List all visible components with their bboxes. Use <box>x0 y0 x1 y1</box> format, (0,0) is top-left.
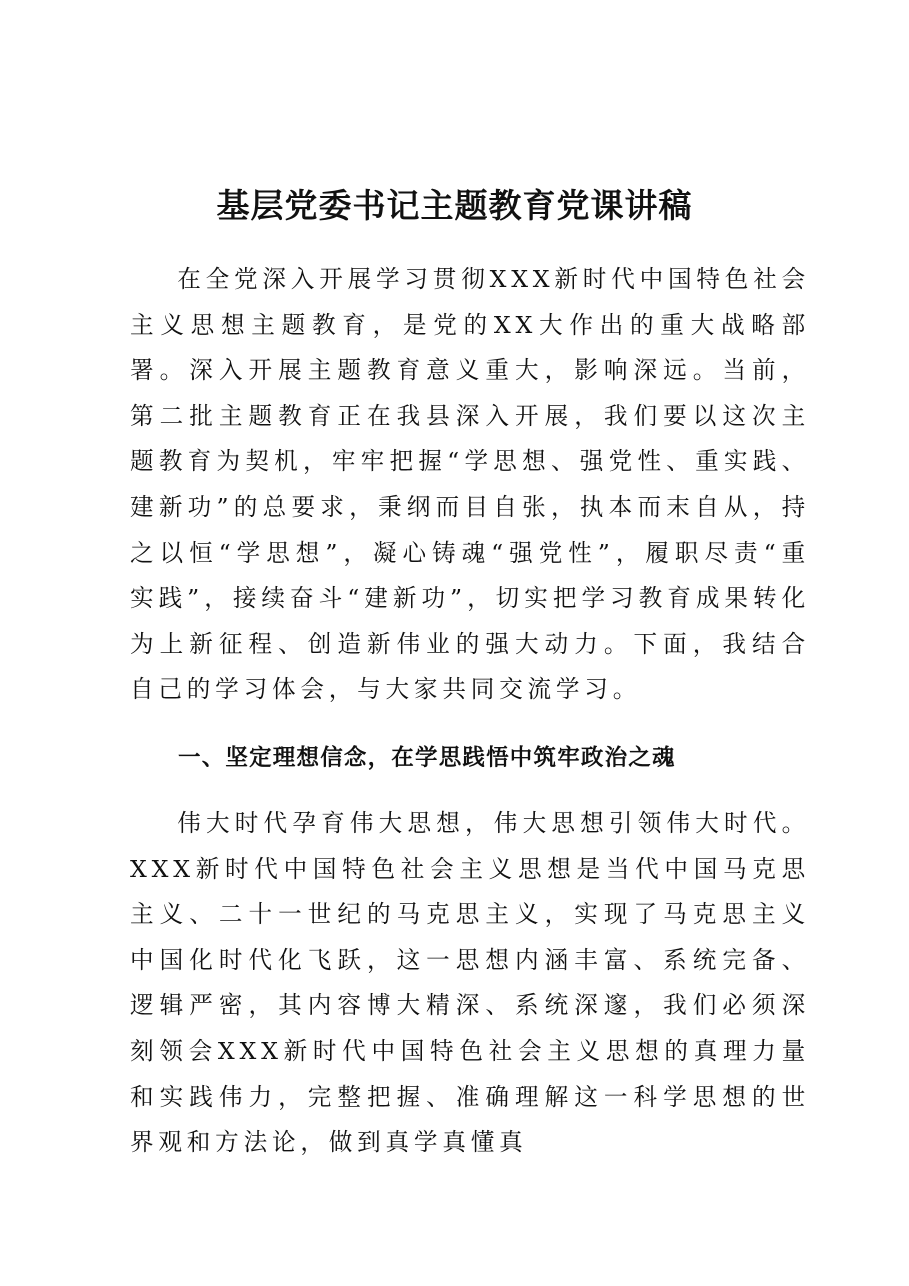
section-paragraph: 伟大时代孕育伟大思想，伟大思想引领伟大时代。XXX新时代中国特色社会主义思想是当代中国马克思主义、二十一世纪的马克思主义，实现了马克思主义中国化时代化飞跃，这一思想内涵丰富、系统完备、逻辑严密，其内容博大精深、系统深邃，我们必须深刻领会XXX新时代中国特色社会主义思想的真理力量和实践伟力，完整把握、准确理解这一科学思想的世界观和方法论，做到真学真懂真 <box>130 809 810 1157</box>
intro-paragraph: 在全党深入开展学习贯彻XXX新时代中国特色社会主义思想主题教育，是党的XX大作出的重大战略部署。深入开展主题教育意义重大，影响深远。当前，第二批主题教育正在我县深入开展，我们要以这次主题教育为契机，牢牢把握“学思想、强党性、重实践、建新功”的总要求，秉纲而目自张，执本而末自从，持之以恒“学思想”，凝心铸魂“强党性”，履职尽责“重实践”，接续奋斗“建新功”，切实把学习教育成果转化为上新征程、创造新伟业的强大动力。下面，我结合自己的学习体会，与大家共同交流学习。 <box>130 265 810 704</box>
document-title: 基层党委书记主题教育党课讲稿 <box>216 186 693 225</box>
section-paragraph-block <box>130 801 810 1166</box>
section-heading: 一、坚定理想信念，在学思践悟中筑牢政治之魂 <box>178 745 676 771</box>
intro-paragraph-block <box>130 257 810 713</box>
